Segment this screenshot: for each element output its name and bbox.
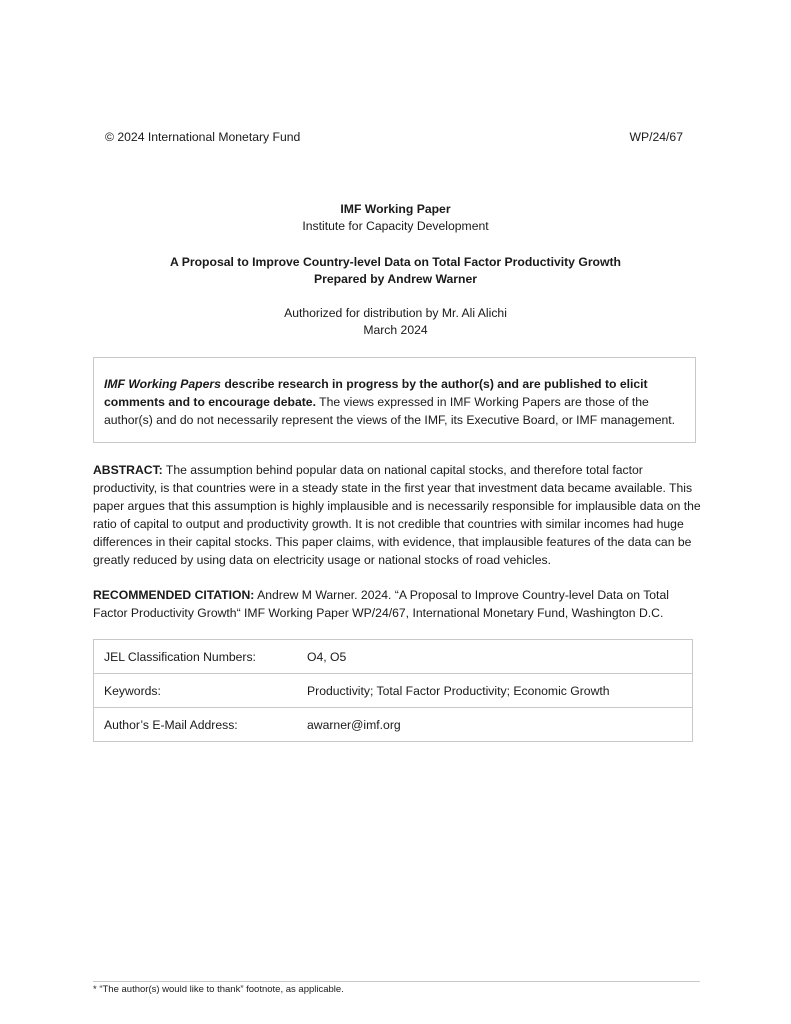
table-row xyxy=(94,674,693,708)
footnote-divider xyxy=(93,981,700,982)
disclaimer-series: IMF Working Papers xyxy=(104,377,221,391)
jel-value: O4, O5 xyxy=(297,640,693,674)
email-value[interactable]: awarner@imf.org xyxy=(297,708,693,742)
paper-title: A Proposal to Improve Country-level Data on Total Factor Productivity Growth xyxy=(170,255,621,269)
disclaimer-box xyxy=(93,357,696,443)
authorization: Authorized for distribution by Mr. Ali Alichi xyxy=(284,306,507,320)
jel-label: JEL Classification Numbers: xyxy=(94,640,298,674)
table-row xyxy=(94,708,693,742)
abstract-label: ABSTRACT: xyxy=(93,463,163,477)
disclaimer-bold: describe research in progress by the author(s) and are published to elicit comments and to encourage debate. xyxy=(104,377,648,409)
citation-text: Andrew M Warner. 2024. “A Proposal to Improve Country-level Data on Total Factor Productivity Growth“ IMF Working Paper WP/24/67, International Monetary Fund, Washington D.C. xyxy=(93,588,669,620)
copyright-notice: © 2024 International Monetary Fund xyxy=(105,130,301,144)
table-row xyxy=(94,640,693,674)
citation-label: RECOMMENDED CITATION: xyxy=(93,588,255,602)
paper-number: WP/24/67 xyxy=(629,130,683,144)
abstract xyxy=(93,461,703,569)
keywords-value: Productivity; Total Factor Productivity; Economic Growth xyxy=(297,674,693,708)
prepared-by: Prepared by Andrew Warner xyxy=(314,272,477,286)
publication-date: March 2024 xyxy=(363,323,428,337)
footnote: * “The author(s) would like to thank” footnote, as applicable. xyxy=(93,984,344,995)
keywords-label: Keywords: xyxy=(94,674,298,708)
disclaimer-text: The views expressed in IMF Working Papers are those of the author(s) and do not necessarily represent the views of the IMF, its Executive Board, or IMF management. xyxy=(104,395,676,427)
abstract-text: The assumption behind popular data on national capital stocks, and therefore total factor productivity, is that countries were in a steady state in the first year that investment data became available. This paper argues that this assumption is highly implausible and is necessarily responsible for implausible data on the ratio of capital to output and productivity growth. It is not credible that countries with similar incomes had huge differences in their capital stocks. This paper claims, with evidence, that implausible features of the data can be greatly reduced by using data on electricity usage or national stocks of road vehicles. xyxy=(93,463,701,567)
department: Institute for Capacity Development xyxy=(302,219,489,233)
series-title: IMF Working Paper xyxy=(340,202,451,216)
email-label: Author’s E-Mail Address: xyxy=(94,708,298,742)
citation xyxy=(93,586,703,622)
info-table xyxy=(93,639,693,742)
